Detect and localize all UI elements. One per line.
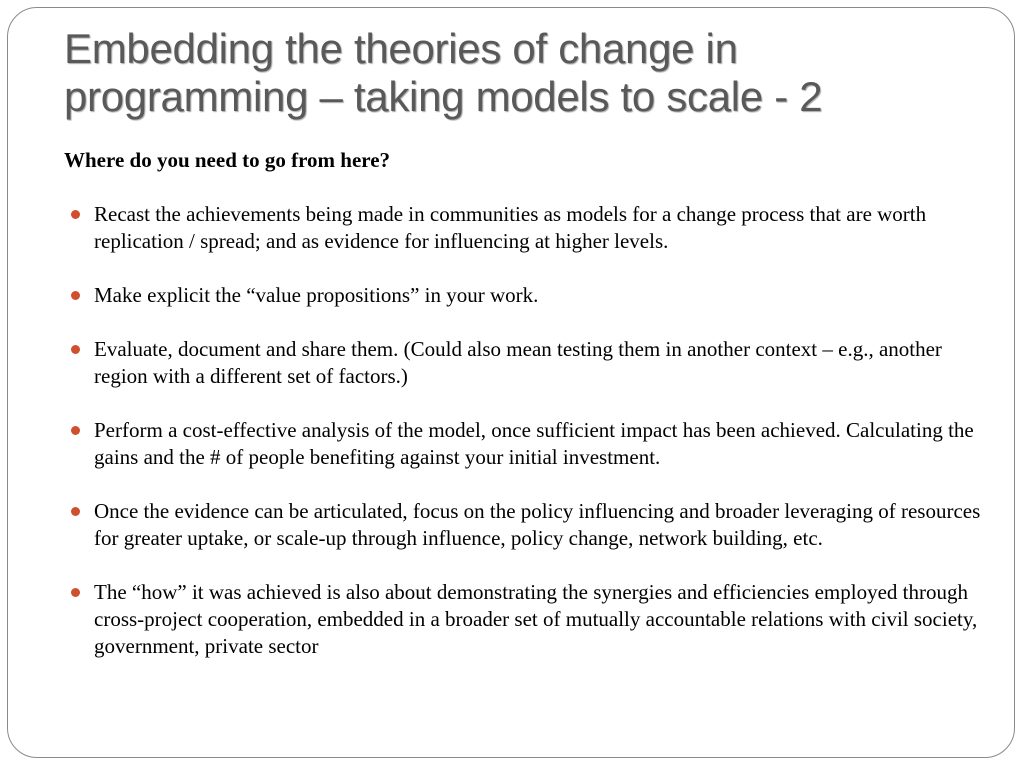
bullet-text: Once the evidence can be articulated, focus on the policy influencing and broader leveraging of resources for greater uptake, or scale-up through influence, policy change, network building, etc.	[94, 499, 981, 550]
bullet-text: Perform a cost-effective analysis of the model, once sufficient impact has been achieved. Calculating the gains and the # of people benefiting against your initial investment.	[94, 418, 974, 469]
bullet-dot-icon	[71, 588, 80, 597]
bullet-item	[64, 282, 994, 309]
bullet-text: The “how” it was achieved is also about demonstrating the synergies and efficiencies employed through cross-project cooperation, embedded in a broader set of mutually accountable relations with civil society, government, private sector	[94, 580, 978, 658]
slide-title-line-1: Embedding the theories of change in	[64, 25, 738, 72]
bullet-dot-icon	[71, 426, 80, 435]
bullet-item	[64, 201, 994, 255]
bullet-dot-icon	[71, 345, 80, 354]
bullet-item	[64, 498, 994, 552]
bullet-dot-icon	[71, 210, 80, 219]
bullet-item	[64, 336, 994, 390]
bullet-text: Recast the achievements being made in communities as models for a change process that are worth replication / spread; and as evidence for influencing at higher levels.	[94, 202, 927, 253]
bullet-item	[64, 579, 994, 660]
bullet-dot-icon	[71, 507, 80, 516]
bullet-item	[64, 417, 994, 471]
slide-subtitle: Where do you need to go from here?	[64, 148, 391, 172]
bullet-list	[64, 201, 994, 687]
bullet-dot-icon	[71, 291, 80, 300]
bullet-text: Make explicit the “value propositions” in your work.	[94, 283, 539, 307]
slide-title-line-2: programming – taking models to scale - 2	[64, 73, 823, 120]
slide-title	[64, 25, 1004, 121]
bullet-text: Evaluate, document and share them. (Could also mean testing them in another context – e.g., another region with a different set of factors.)	[94, 337, 942, 388]
